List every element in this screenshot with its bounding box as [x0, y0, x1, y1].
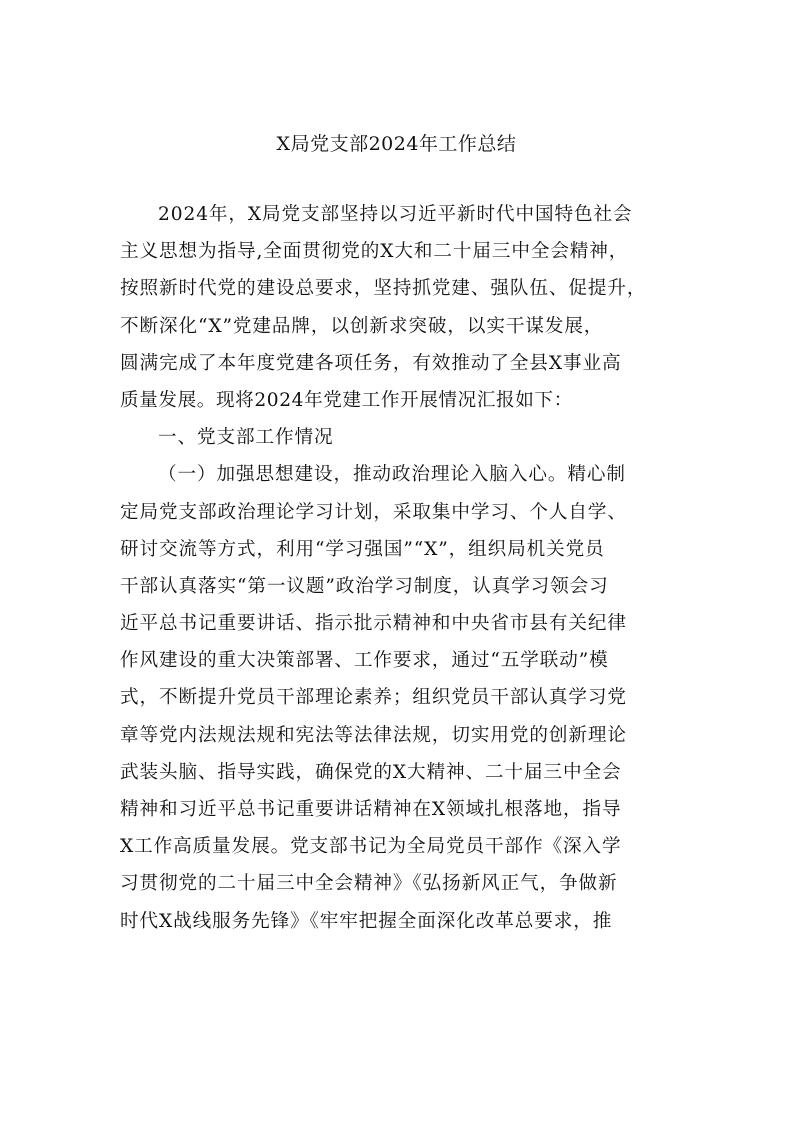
document-title: X局党支部2024年工作总结 [276, 133, 517, 155]
paragraph-line: 不断深化“X”党建品牌，以创新求突破，以实干谋发展， [120, 315, 604, 337]
paragraph-line: 式，不断提升党员干部理论素养；组织党员干部认真学习党 [120, 687, 627, 709]
paragraph-line: 干部认真落实“第一议题”政治学习制度，认真学习领会习 [120, 575, 609, 597]
paragraph-line: 习贯彻党的二十届三中全会精神》《弘扬新风正气，争做新 [120, 873, 618, 895]
paragraph-line: 定局党支部政治理论学习计划，采取集中学习、个人自学、 [120, 501, 627, 523]
paragraph-line: 2024年，X局党支部坚持以习近平新时代中国特色社会 [158, 204, 633, 225]
paragraph-line: 武装头脑、指导实践，确保党的X大精神、二十届三中全会 [120, 761, 622, 783]
paragraph-line: 近平总书记重要讲话、指示批示精神和中央省市县有关纪律 [120, 613, 627, 635]
paragraph-line: 质量发展。现将2024年党建工作开展情况汇报如下： [120, 389, 573, 411]
paragraph-line: 按照新时代党的建设总要求，坚持抓党建、强队伍、促提升， [120, 278, 647, 300]
paragraph-line: 研讨交流等方式，利用“学习强国”“X”，组织局机关党员 [120, 538, 605, 560]
paragraph-line: 作风建设的重大决策部署、工作要求，通过“五学联动”模 [120, 650, 609, 672]
paragraph-line: （一）加强思想建设，推动政治理论入脑入心。精心制 [158, 464, 626, 486]
document-body [120, 196, 680, 940]
paragraph-line: 精神和习近平总书记重要讲话精神在X领域扎根落地，指导 [120, 799, 622, 820]
paragraph-line: 时代X战线服务先锋》《牢牢把握全面深化改革总要求，推 [120, 910, 613, 932]
section-heading: 一、党支部工作情况 [158, 427, 334, 449]
paragraph-line: 章等党内法规法规和宪法等法律法规，切实用党的创新理论 [120, 724, 627, 746]
paragraph-line: X工作高质量发展。党支部书记为全局党员干部作《深入学 [120, 836, 622, 858]
paragraph-line: 主义思想为指导,全面贯彻党的X大和二十届三中全会精神， [120, 241, 629, 263]
paragraph-line: 圆满完成了本年度党建各项任务，有效推动了全县X事业高 [120, 352, 622, 374]
